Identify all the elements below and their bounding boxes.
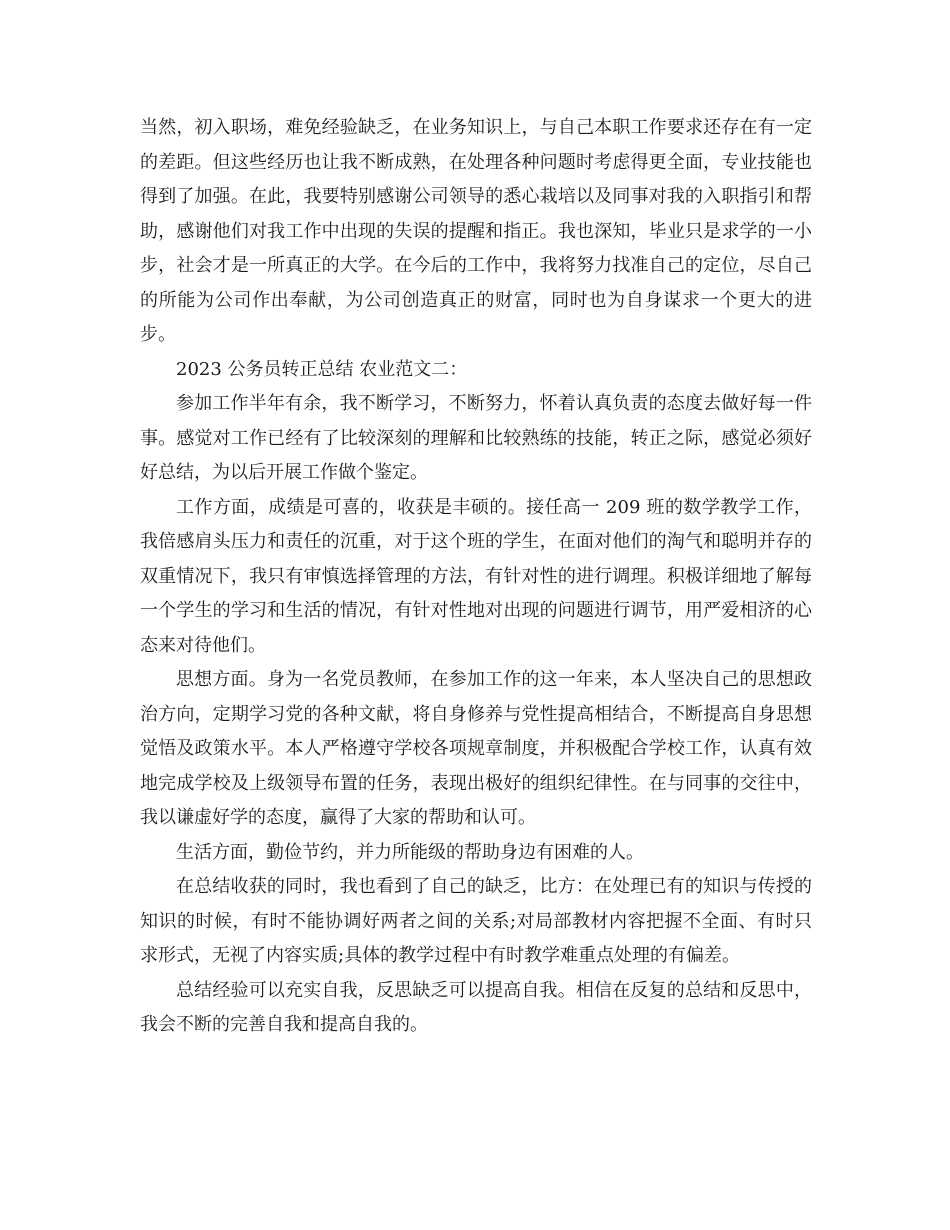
paragraph-conclusion: 总结经验可以充实自我，反思缺乏可以提高自我。相信在反复的总结和反思中，我会不断的完善自我和提高自我的。 xyxy=(140,979,812,1035)
document-page xyxy=(140,111,812,1043)
paragraph-continuation: 当然，初入职场，难免经验缺乏，在业务知识上，与自己本职工作要求还存在有一定的差距。但这些经历也让我不断成熟，在处理各种问题时考虑得更全面，专业技能也得到了加强。在此，我要特别感谢公司领导的悉心栽培以及同事对我的入职指引和帮助，感谢他们对我工作中出现的失误的提醒和指正。我也深知，毕业只是求学的一小步，社会才是一所真正的大学。在今后的工作中，我将努力找准自己的定位，尽自己的所能为公司作出奉献，为公司创造真正的财富，同时也为自身谋求一个更大的进步。 xyxy=(140,117,812,345)
paragraph-shortcomings: 在总结收获的同时，我也看到了自己的缺乏，比方：在处理已有的知识与传授的知识的时候，有时不能协调好两者之间的关系;对局部教材内容把握不全面、有时只求形式，无视了内容实质;具体的教学过程中有时教学难重点处理的有偏差。 xyxy=(140,876,812,966)
paragraph-work: 工作方面，成绩是可喜的，收获是丰硕的。接任高一 209 班的数学教学工作，我倍感肩头压力和责任的沉重，对于这个班的学生，在面对他们的淘气和聪明并存的双重情况下，我只有审慎选择管理的方法，有针对性的进行调理。积极详细地了解每一个学生的学习和生活的情况，有针对性地对出现的问题进行调节，用严爱相济的心态来对待他们。 xyxy=(140,496,812,656)
section-heading: 2023 公务员转正总结 农业范文二： xyxy=(176,358,468,380)
paragraph-thought: 思想方面。身为一名党员教师，在参加工作的这一年来，本人坚决自己的思想政治方向，定期学习党的各种文献，将自身修养与党性提高相结合，不断提高自身思想觉悟及政策水平。本人严格遵守学校各项规章制度，并积极配合学校工作，认真有效地完成学校及上级领导布置的任务，表现出极好的组织纪律性。在与同事的交往中，我以谦虚好学的态度，赢得了大家的帮助和认可。 xyxy=(140,669,812,828)
paragraph-intro: 参加工作半年有余，我不断学习，不断努力，怀着认真负责的态度去做好每一件事。感觉对工作已经有了比较深刻的理解和比较熟练的技能，转正之际，感觉必须好好总结，为以后开展工作做个鉴定。 xyxy=(140,393,812,483)
paragraph-life: 生活方面，勤俭节约，并力所能级的帮助身边有困难的人。 xyxy=(176,841,644,863)
